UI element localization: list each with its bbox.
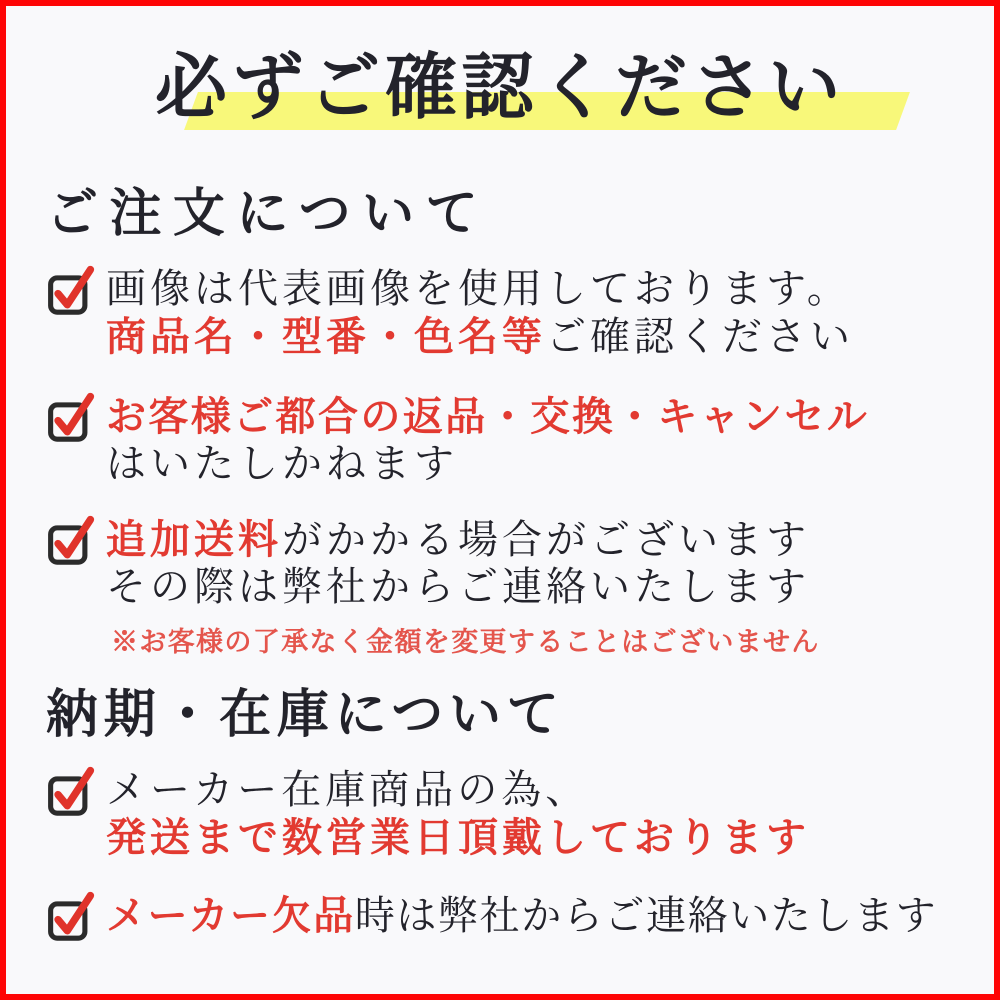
page-title-text: 必ずご確認ください (154, 44, 846, 129)
item-text-segment-red: 発送まで数営業日頂戴しております (106, 814, 810, 861)
item-text-segment-red: 商品名・型番・色名等 (106, 313, 546, 360)
checked-checkbox-icon (46, 387, 96, 445)
list-item-representative-image (46, 266, 954, 361)
notice-page (6, 6, 994, 944)
page-title (46, 40, 954, 134)
item-line (106, 441, 869, 488)
item-line (106, 767, 810, 814)
shipping-price-note: ※お客様の了承なく金額を変更することはございません (111, 627, 820, 658)
item-line (106, 266, 854, 313)
item-line (106, 564, 810, 611)
checked-checkbox-icon (46, 886, 96, 944)
list-item-returns-policy (46, 393, 954, 488)
item-line (106, 516, 810, 564)
list-item-text (106, 516, 810, 611)
list-item-extra-shipping (46, 516, 954, 611)
checked-checkbox-icon (46, 510, 96, 568)
item-line (106, 313, 854, 361)
item-text-segment: ご確認ください (546, 314, 854, 360)
item-line (106, 814, 810, 862)
list-item-maker-stock (46, 767, 954, 862)
item-text-segment: はいたしかねます (106, 441, 458, 487)
item-text-segment-red: メーカー欠品 (106, 892, 355, 939)
checked-checkbox-icon (46, 260, 96, 318)
list-item-text (106, 393, 869, 488)
item-line (106, 892, 937, 940)
list-item-maker-shortage (46, 892, 954, 944)
list-item-text (106, 767, 810, 862)
item-text-segment: その際は弊社からご連絡いたします (106, 564, 810, 610)
item-text-segment-red: 追加送料 (106, 516, 282, 563)
section-heading-stock: 納期・在庫について (46, 684, 565, 745)
list-item-text (106, 266, 854, 361)
item-text-segment: がかかる場合がございます (282, 517, 810, 563)
item-text-segment-red: お客様ご都合の返品・交換・キャンセル (106, 393, 870, 440)
item-text-segment: 画像は代表画像を使用しております。 (106, 266, 851, 312)
section-heading-order: ご注文について (46, 183, 490, 244)
item-text-segment: 時は弊社からご連絡いたします (354, 893, 938, 939)
item-line (106, 393, 869, 441)
list-item-text (106, 892, 937, 940)
item-text-segment: メーカー在庫商品の為、 (106, 767, 590, 813)
checked-checkbox-icon (46, 761, 96, 819)
